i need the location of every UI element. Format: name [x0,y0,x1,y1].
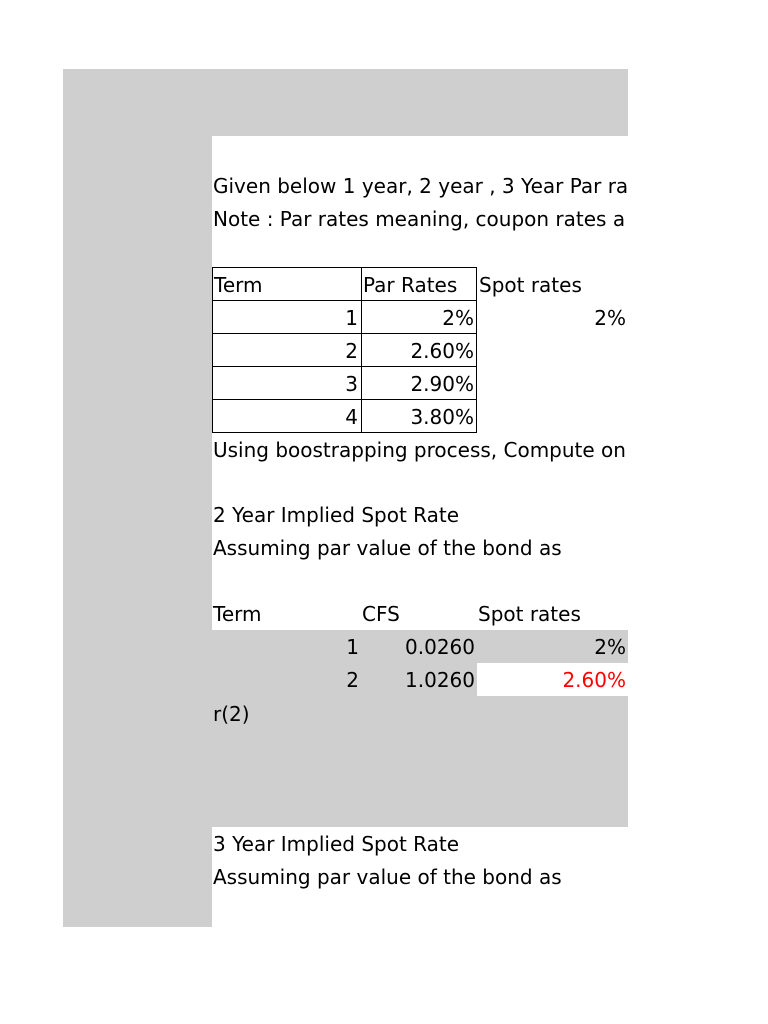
s2-row1-cfs: 0.0260 [405,635,475,659]
intro-line-1: Given below 1 year, 2 year , 3 Year Par ra [213,174,628,198]
section2-title: 2 Year Implied Spot Rate [213,503,460,527]
par-row3-term: 3 [345,372,358,396]
s2-header-spot-rates: Spot rates [478,602,581,626]
par-row4-term: 4 [345,405,358,429]
s2-result-label: r(2) [213,702,250,726]
par-row1-term: 1 [345,306,358,330]
par-header-par-rates: Par Rates [363,273,458,297]
par-row3-par: 2.90% [410,372,474,396]
s2-row1-term: 1 [346,635,359,659]
par-row2-term: 2 [345,339,358,363]
left-gray-margin [63,136,212,927]
s2-row2-spot-result: 2.60% [562,668,626,692]
s2-row2-term: 2 [346,668,359,692]
par-header-spot-rates: Spot rates [479,273,582,297]
intro-line-2: Note : Par rates meaning, coupon rates a [213,207,626,231]
top-gray-band [63,69,628,136]
par-row2-par: 2.60% [410,339,474,363]
par-header-term: Term [214,273,263,297]
par-row1-spot: 2% [594,306,626,330]
par-row1-par: 2% [442,306,474,330]
par-row4-par: 3.80% [410,405,474,429]
gray-block-section2 [212,630,628,827]
section2-subtitle: Assuming par value of the bond as [213,536,562,560]
s2-row1-spot: 2% [594,635,626,659]
section3-title: 3 Year Implied Spot Rate [213,832,460,856]
s2-row2-cfs: 1.0260 [405,668,475,692]
instruction-text: Using boostrapping process, Compute on [213,438,626,462]
section3-subtitle: Assuming par value of the bond as [213,865,562,889]
s2-header-cfs: CFS [362,602,400,626]
s2-header-term: Term [213,602,262,626]
